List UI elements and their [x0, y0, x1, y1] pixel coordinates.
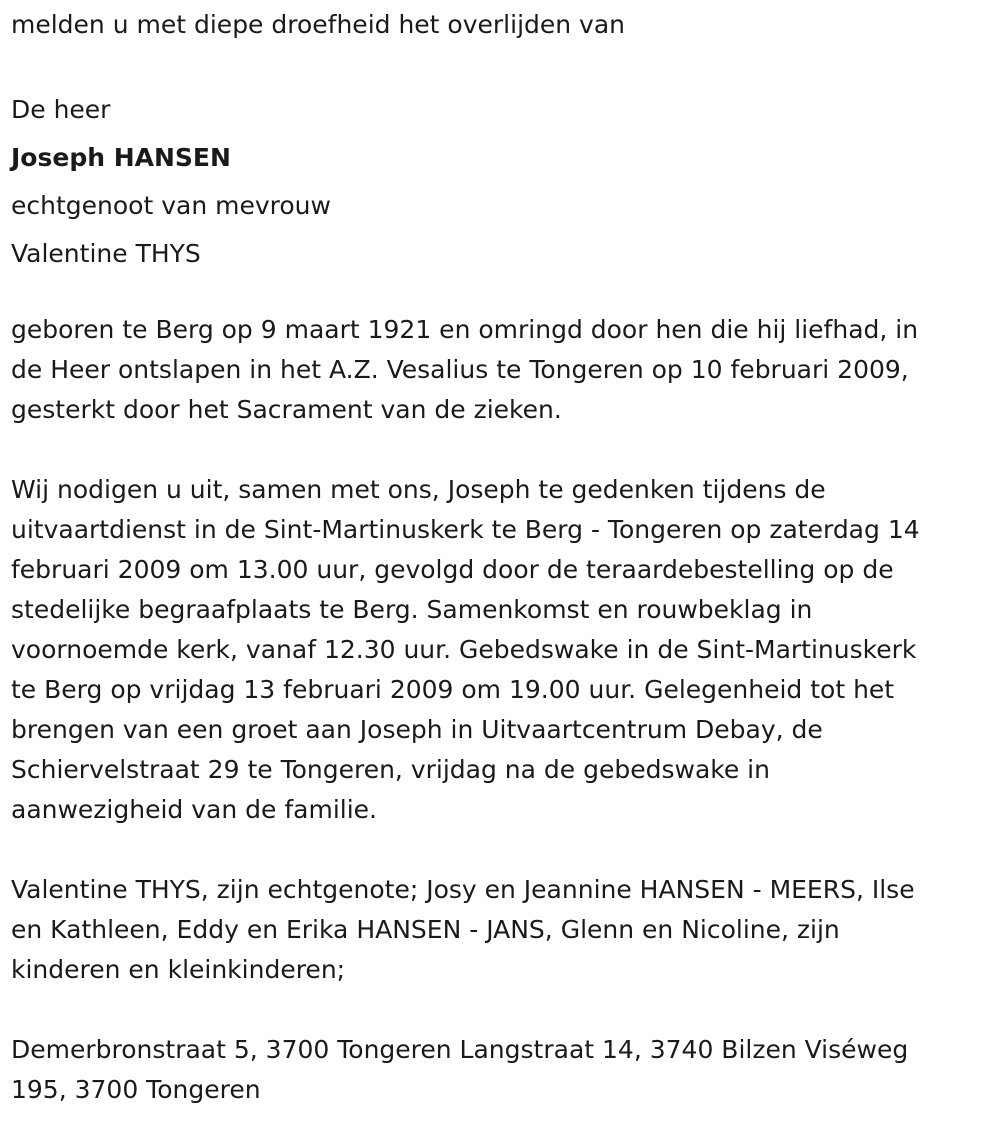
address-line: 195, 3700 Tongeren — [11, 1075, 261, 1104]
service-paragraph — [11, 470, 991, 830]
family-line: en Kathleen, Eddy en Erika HANSEN - JANS, Glenn en Nicoline, zijn — [11, 915, 840, 944]
spouse-name: Valentine THYS — [11, 239, 201, 268]
birth-paragraph — [11, 310, 991, 430]
service-line: februari 2009 om 13.00 uur, gevolgd door de teraardebestelling op de — [11, 555, 894, 584]
relation-line: echtgenoot van mevrouw — [11, 191, 331, 220]
address-line: Demerbronstraat 5, 3700 Tongeren Langstraat 14, 3740 Bilzen Viséweg — [11, 1035, 909, 1064]
deceased-title-block — [11, 86, 331, 278]
family-line: kinderen en kleinkinderen; — [11, 955, 346, 984]
intro-line: melden u met diepe droefheid het overlijden van — [11, 10, 626, 39]
deceased-name: Joseph HANSEN — [11, 143, 231, 172]
salutation: De heer — [11, 95, 111, 124]
service-line: voornoemde kerk, vanaf 12.30 uur. Gebedswake in de Sint-Martinuskerk — [11, 635, 917, 664]
service-line: Schiervelstraat 29 te Tongeren, vrijdag na de gebedswake in — [11, 755, 770, 784]
birth-line: de Heer ontslapen in het A.Z. Vesalius te Tongeren op 10 februari 2009, — [11, 355, 909, 384]
birth-line: gesterkt door het Sacrament van de zieken. — [11, 395, 562, 424]
service-line: uitvaartdienst in de Sint-Martinuskerk te Berg - Tongeren op zaterdag 14 — [11, 515, 920, 544]
service-line: stedelijke begraafplaats te Berg. Samenkomst en rouwbeklag in — [11, 595, 813, 624]
service-line: aanwezigheid van de familie. — [11, 795, 377, 824]
service-line: brengen van een groet aan Joseph in Uitvaartcentrum Debay, de — [11, 715, 823, 744]
service-line: Wij nodigen u uit, samen met ons, Joseph te gedenken tijdens de — [11, 475, 826, 504]
birth-line: geboren te Berg op 9 maart 1921 en omringd door hen die hij liefhad, in — [11, 315, 919, 344]
address-paragraph — [11, 1030, 991, 1110]
family-paragraph — [11, 870, 991, 990]
family-line: Valentine THYS, zijn echtgenote; Josy en Jeannine HANSEN - MEERS, Ilse — [11, 875, 915, 904]
service-line: te Berg op vrijdag 13 februari 2009 om 19.00 uur. Gelegenheid tot het — [11, 675, 895, 704]
